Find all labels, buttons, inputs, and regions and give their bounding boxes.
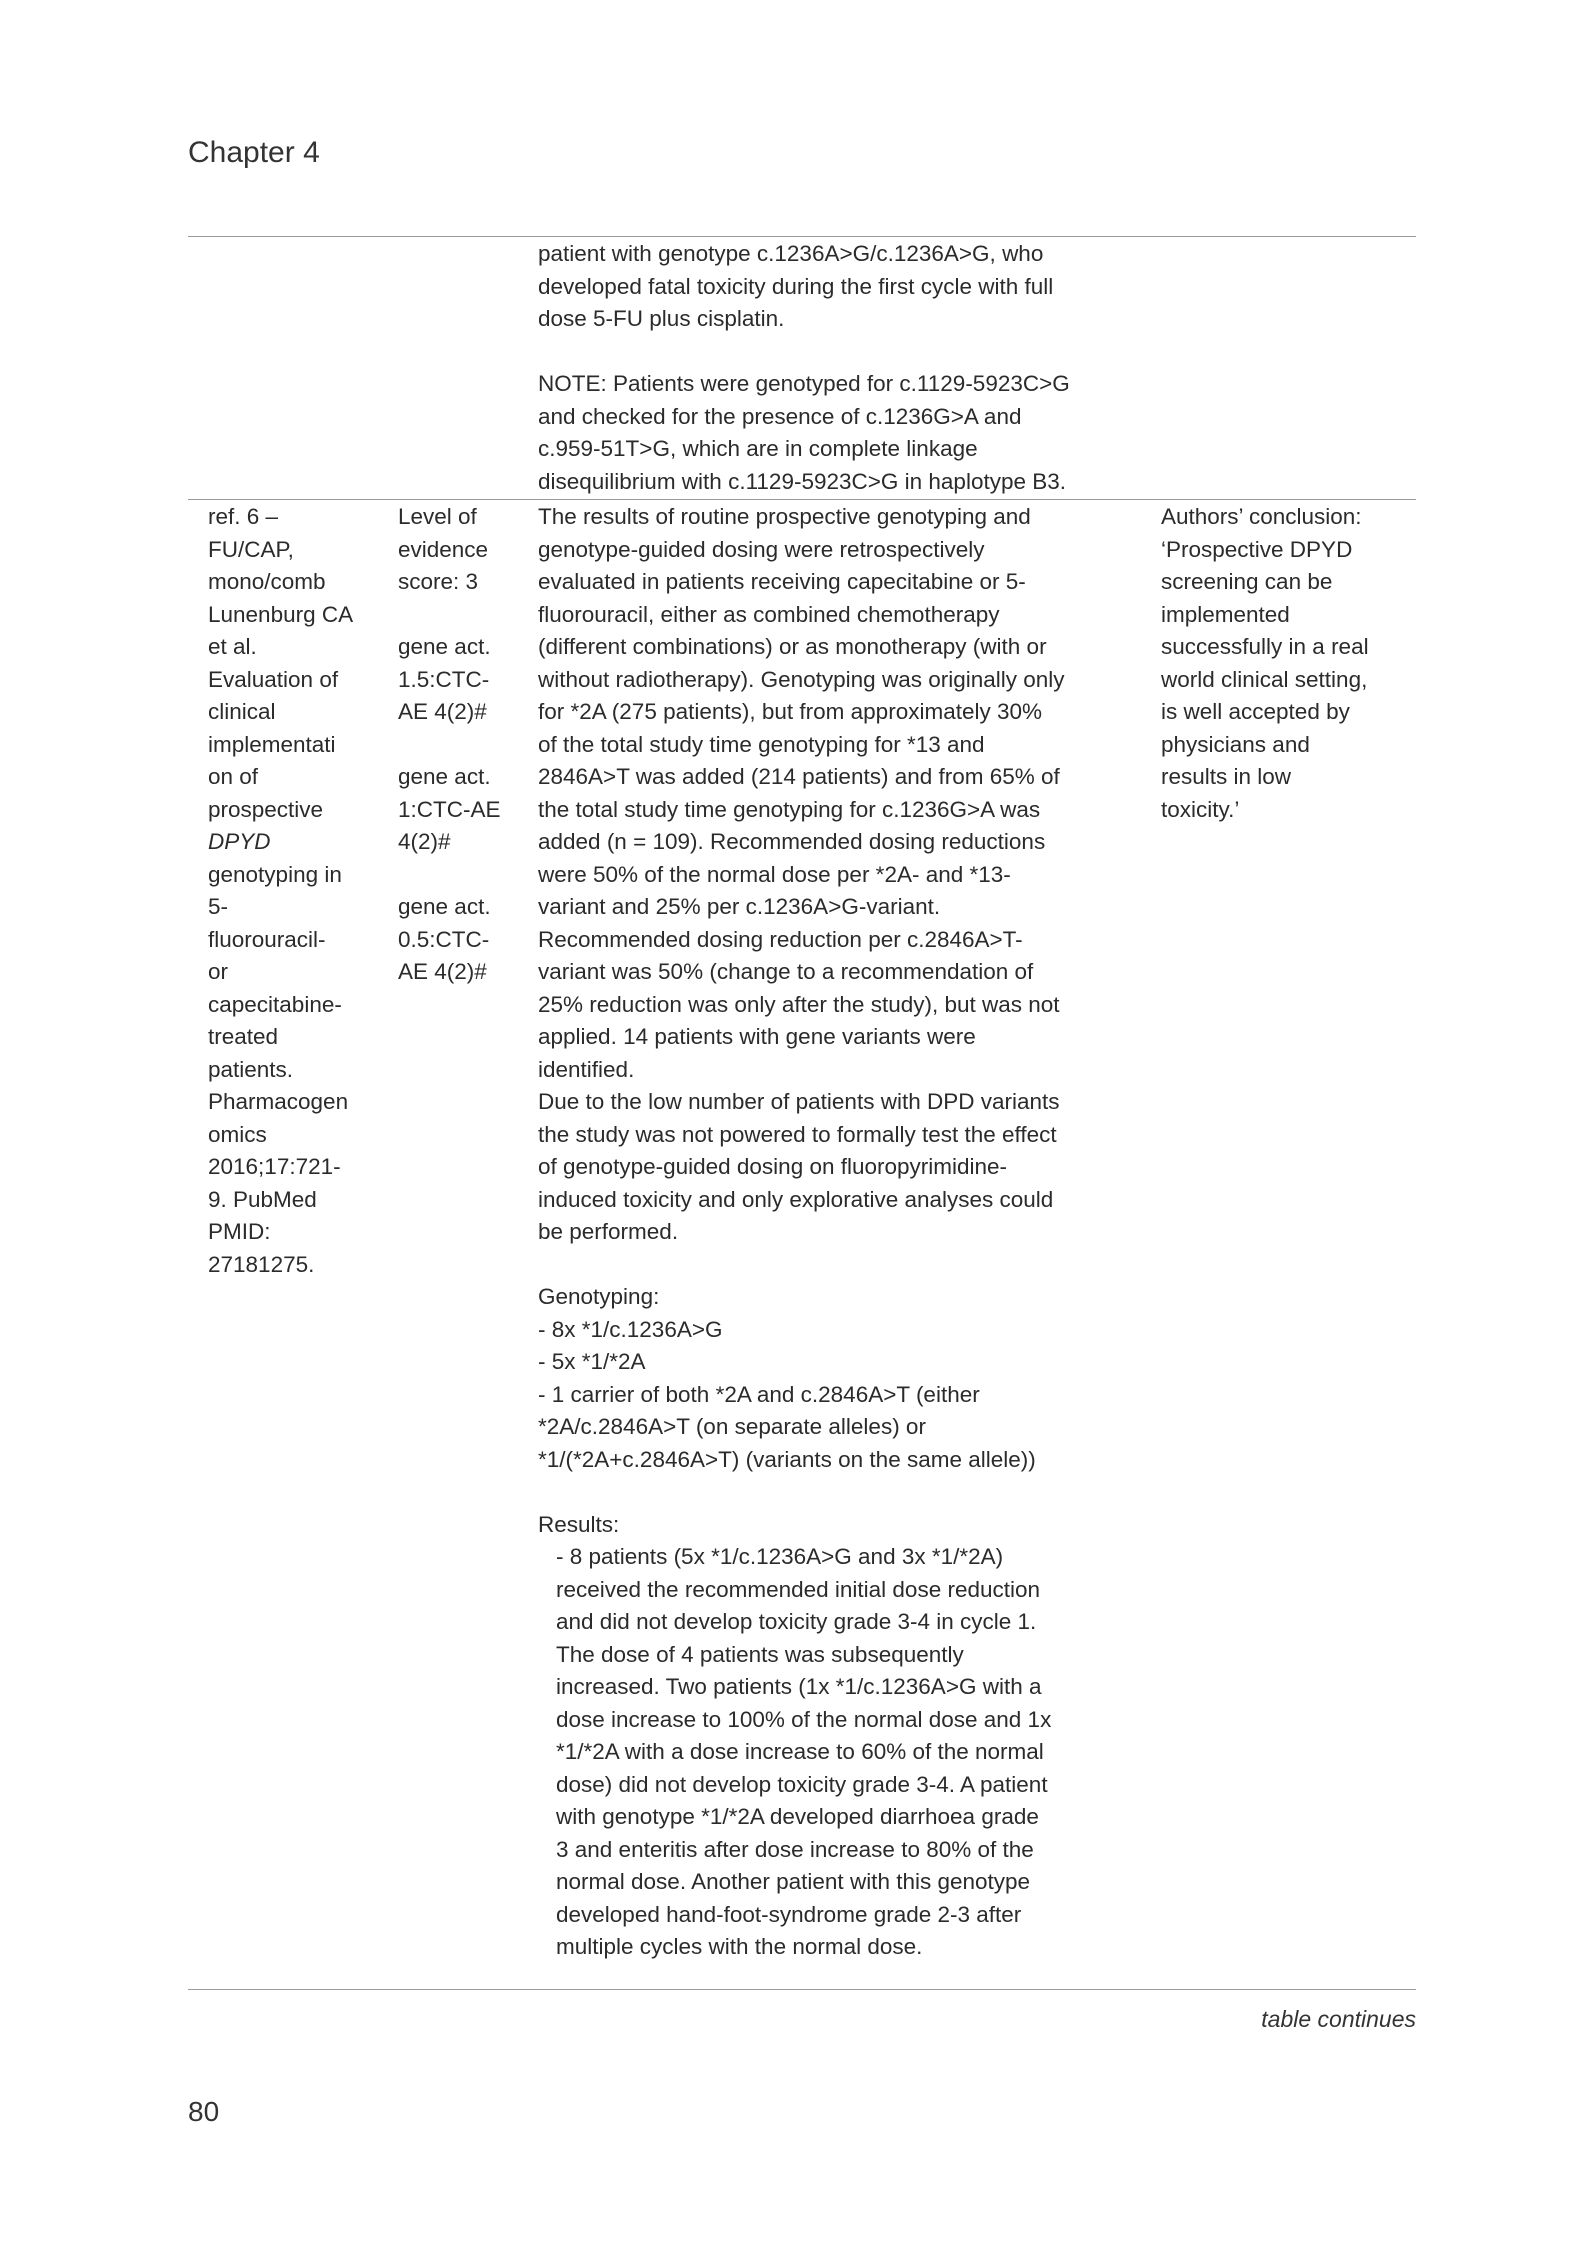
text-line: - 1 carrier of both *2A and c.2846A>T (either xyxy=(538,1381,980,1407)
continued-text xyxy=(538,238,1070,336)
table-top-rule xyxy=(188,236,1416,237)
text-line: 27181275. xyxy=(208,1251,315,1277)
text-line: gene act. xyxy=(398,894,491,919)
text-line: 2016;17:721- xyxy=(208,1154,341,1179)
text-line: *1/(*2A+c.2846A>T) (variants on the same allele)) xyxy=(538,1446,1036,1472)
text-line: treated xyxy=(208,1024,279,1049)
text-line: omics xyxy=(208,1121,267,1147)
text-line: received the recommended initial dose reduction xyxy=(556,1576,1041,1602)
text-line: dose) did not develop toxicity grade 3-4. A patient xyxy=(556,1771,1048,1797)
text-line: *1/*2A with a dose increase to 60% of the normal xyxy=(556,1739,1044,1764)
text-line: score: 3 xyxy=(398,569,479,594)
text-line: AE 4(2)# xyxy=(398,959,487,984)
text-line: added (n = 109). Recommended dosing reductions xyxy=(538,829,1046,854)
text-line: Recommended dosing reduction per c.2846A>T- xyxy=(538,926,1023,952)
text-line: were 50% of the normal dose per *2A- and *13- xyxy=(538,861,1011,887)
text-line: the total study time genotyping for c.1236G>A was xyxy=(538,796,1041,822)
text-line: and checked for the presence of c.1236G>A and xyxy=(538,403,1022,429)
text-line: genotype-guided dosing were retrospectively xyxy=(538,536,985,562)
text-line: FU/CAP, xyxy=(208,536,294,562)
text-line: Lunenburg CA xyxy=(208,601,354,627)
text-line: variant and 25% per c.1236A>G-variant. xyxy=(538,894,941,919)
text-line: screening can be xyxy=(1161,569,1333,594)
description-cell xyxy=(538,501,1065,1964)
text-line: identified. xyxy=(538,1056,635,1082)
text-line: with genotype *1/*2A developed diarrhoea grade xyxy=(556,1804,1039,1829)
top-row-description xyxy=(538,238,1070,498)
text-line: dose 5-FU plus cisplatin. xyxy=(538,306,785,331)
text-line: (different combinations) or as monotherapy (with or xyxy=(538,634,1047,659)
text-line: clinical xyxy=(208,699,276,724)
text-line: the study was not powered to formally test the effect xyxy=(538,1121,1057,1147)
text-line: ref. 6 – xyxy=(208,504,279,529)
text-line: normal dose. Another patient with this genotype xyxy=(556,1869,1031,1894)
text-line: increased. Two patients (1x *1/c.1236A>G with a xyxy=(556,1674,1042,1699)
chapter-heading: Chapter 4 xyxy=(188,136,320,169)
reference-cell xyxy=(208,501,353,1281)
text-line: NOTE: Patients were genotyped for c.1129-5923C>G xyxy=(538,371,1070,396)
text-line: or xyxy=(208,959,229,984)
text-line: 3 and enteritis after dose increase to 80% of the xyxy=(556,1836,1034,1862)
text-line: developed hand-foot-syndrome grade 2-3 after xyxy=(556,1901,1022,1927)
text-line: 25% reduction was only after the study), but was not xyxy=(538,991,1060,1017)
text-line: variant was 50% (change to a recommendation of xyxy=(538,959,1034,984)
text-line: DPYD xyxy=(208,829,271,854)
text-line: PMID: xyxy=(208,1219,271,1244)
text-line: gene act. xyxy=(398,764,491,789)
evidence-cell xyxy=(398,501,501,989)
row-divider-rule xyxy=(188,499,1416,500)
text-line: 9. PubMed xyxy=(208,1186,317,1212)
text-line: world clinical setting, xyxy=(1161,666,1368,692)
text-line: ‘Prospective DPYD xyxy=(1161,536,1353,562)
text-line: dose increase to 100% of the normal dose and 1x xyxy=(556,1706,1052,1732)
page-number: 80 xyxy=(188,2096,220,2127)
text-line: is well accepted by xyxy=(1161,699,1350,724)
text-line: disequilibrium with c.1129-5923C>G in haplotype B3. xyxy=(538,468,1067,494)
results-list xyxy=(538,1541,1065,1964)
genotyping-heading: Genotyping: xyxy=(538,1284,660,1309)
text-line: - 8 patients (5x *1/c.1236A>G and 3x *1/*2A) xyxy=(556,1544,1004,1569)
text-line: genotyping in xyxy=(208,861,342,887)
text-line: gene act. xyxy=(398,634,491,659)
note-paragraph xyxy=(538,368,1070,498)
text-line: multiple cycles with the normal dose. xyxy=(556,1934,923,1959)
text-line: for *2A (275 patients), but from approximately 30% xyxy=(538,699,1043,724)
text-line: fluorouracil, either as combined chemotherapy xyxy=(538,601,1000,627)
text-line: fluorouracil- xyxy=(208,926,326,952)
text-line: patient with genotype c.1236A>G/c.1236A>G, who xyxy=(538,241,1044,266)
text-line: successfully in a real xyxy=(1161,634,1369,659)
text-line: - 5x *1/*2A xyxy=(538,1349,646,1374)
text-line: induced toxicity and only explorative analyses could xyxy=(538,1186,1054,1212)
table-bottom-rule xyxy=(188,1989,1416,1990)
text-line: toxicity.’ xyxy=(1161,796,1240,822)
text-line: 0.5:CTC- xyxy=(398,926,490,952)
text-line: *2A/c.2846A>T (on separate alleles) or xyxy=(538,1414,926,1439)
text-line: Evaluation of xyxy=(208,666,339,692)
text-line: on of xyxy=(208,764,259,789)
text-line: and did not develop toxicity grade 3-4 in cycle 1. xyxy=(556,1609,1037,1634)
text-line: Level of xyxy=(398,504,477,529)
text-line: 1.5:CTC- xyxy=(398,666,490,692)
text-line: be performed. xyxy=(538,1219,679,1244)
results-heading: Results: xyxy=(538,1511,620,1537)
conclusion-cell xyxy=(1161,501,1369,826)
text-line: implemented xyxy=(1161,601,1290,627)
text-line: applied. 14 patients with gene variants were xyxy=(538,1024,976,1049)
text-line: - 8x *1/c.1236A>G xyxy=(538,1316,723,1342)
text-line: The dose of 4 patients was subsequently xyxy=(556,1641,964,1667)
text-line: c.959-51T>G, which are in complete linkage xyxy=(538,436,978,461)
text-line: of genotype-guided dosing on fluoropyrimidine- xyxy=(538,1154,1008,1179)
text-line: evaluated in patients receiving capecitabine or 5- xyxy=(538,569,1026,594)
text-line: et al. xyxy=(208,634,257,659)
text-line: The results of routine prospective genotyping and xyxy=(538,504,1031,529)
text-line: evidence xyxy=(398,536,489,562)
text-line: 4(2)# xyxy=(398,829,451,854)
text-line: prospective xyxy=(208,796,324,822)
text-line: 1:CTC-AE xyxy=(398,796,501,822)
text-line: implementati xyxy=(208,731,336,757)
text-line: capecitabine- xyxy=(208,991,342,1017)
table-continues-note: table continues xyxy=(1261,2006,1416,2032)
text-line: mono/comb xyxy=(208,569,326,594)
text-line: developed fatal toxicity during the first cycle with full xyxy=(538,273,1054,299)
text-line: Pharmacogen xyxy=(208,1089,349,1114)
text-line: AE 4(2)# xyxy=(398,699,487,724)
text-line: physicians and xyxy=(1161,731,1310,757)
text-line: results in low xyxy=(1161,764,1292,789)
text-line: of the total study time genotyping for *13 and xyxy=(538,731,985,757)
text-line: Authors’ conclusion: xyxy=(1161,504,1362,529)
text-line: without radiotherapy). Genotyping was originally only xyxy=(538,666,1065,692)
text-line: 2846A>T was added (214 patients) and from 65% of xyxy=(538,764,1060,789)
text-line: Due to the low number of patients with DPD variants xyxy=(538,1089,1060,1114)
text-line: patients. xyxy=(208,1056,294,1082)
text-line: 5- xyxy=(208,894,229,919)
